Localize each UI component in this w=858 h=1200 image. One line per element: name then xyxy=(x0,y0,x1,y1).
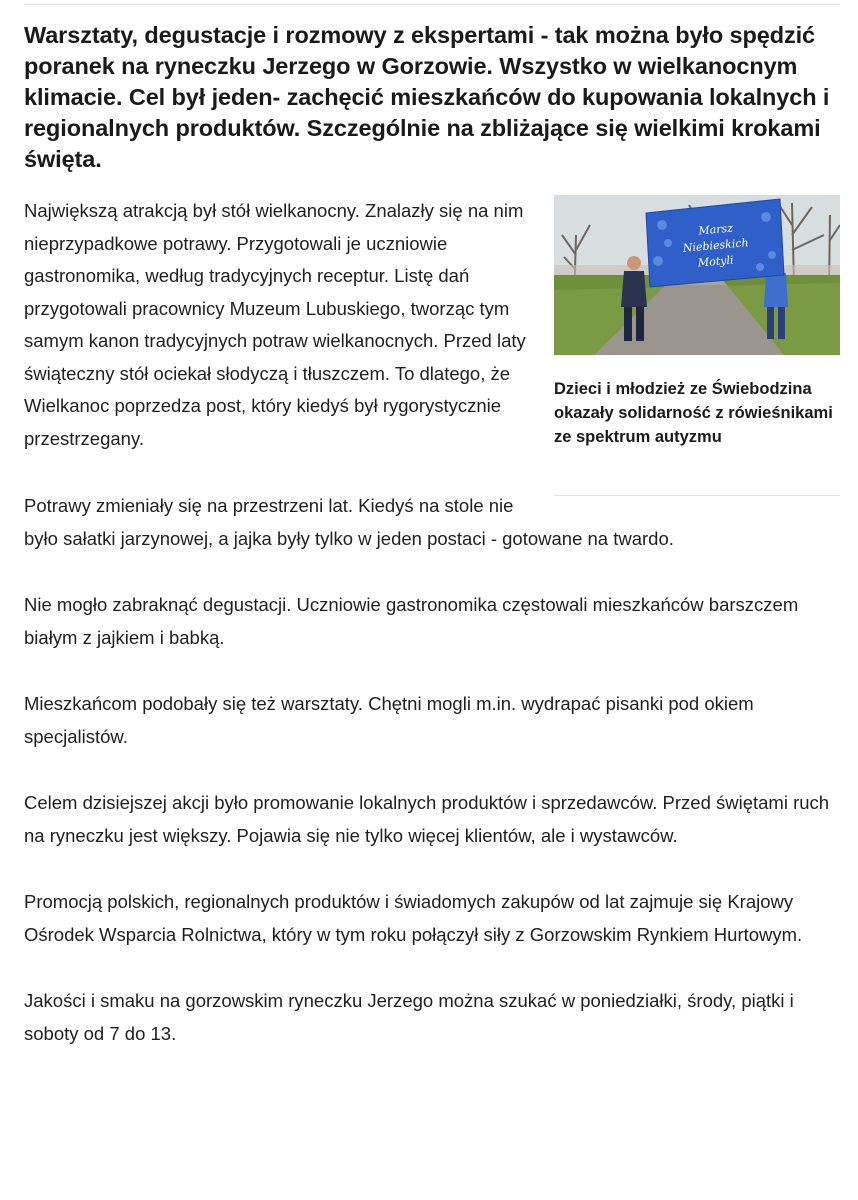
paragraph-3: Nie mogło zabraknąć degustacji. Uczniowie gastronomika częstowali mieszkańców barszczem białym z jajkiem i babką. xyxy=(24,594,799,648)
related-article-card[interactable] xyxy=(554,195,840,496)
banner-line-1: Marsz xyxy=(697,221,734,238)
article-body xyxy=(24,0,840,1050)
related-article-title[interactable]: Dzieci i młodzież ze Świebodzina okazały solidarność z rówieśnikami ze spektrum autyzmu xyxy=(554,380,833,446)
banner-line-3: Motyli xyxy=(697,253,734,270)
paragraph-7: Jakości i smaku na gorzowskim ryneczku Jerzego można szukać w poniedziałki, środy, piątki i soboty od 7 do 13. xyxy=(24,990,794,1044)
article-lead: Warsztaty, degustacje i rozmowy z ekspertami - tak można było spędzić poranek na ryneczku Jerzego w Gorzowie. Wszystko w wielkanocnym klimacie. Cel był jeden- zachęcić mieszkańców do kupowania lokalnych i regionalnych produktów. Szczególnie na zbliżające się wielkimi krokami święta. xyxy=(24,22,830,172)
paragraph-4: Mieszkańcom podobały się też warsztaty. Chętni mogli m.in. wydrapać pisanki pod okiem specjalistów. xyxy=(24,693,754,747)
paragraph-5: Celem dzisiejszej akcji było promowanie lokalnych produktów i sprzedawców. Przed świętami ruch na ryneczku jest większy. Pojawia się nie tylko więcej klientów, ale i wystawców. xyxy=(24,792,830,846)
related-article-image[interactable] xyxy=(554,195,840,355)
paragraph-2: Potrawy zmieniały się na przestrzeni lat. Kiedyś na stole nie było sałatki jarzynowej, a jajka były tylko w jeden postaci - gotowane na twardo. xyxy=(24,495,674,549)
paragraph-1: Największą atrakcją był stół wielkanocny. Znalazły się na nim nieprzypadkowe potrawy. Przygotowali je uczniowie gastronomika, według tradycyjnych receptur. Listę dań przygotowali pracownicy Muzeum Lubuskiego, tworząc tym samym kanon tradycyjnych potraw wielkanocnych. Przed laty świąteczny stół ociekał słodyczą i tłuszczem. To dlatego, że Wielkanoc poprzedza post, który kiedyś był rygorystycznie przestrzegany. xyxy=(24,200,526,449)
banner-line-2: Niebieskich xyxy=(682,236,750,255)
paragraph-6: Promocją polskich, regionalnych produktów i świadomych zakupów od lat zajmuje się Krajowy Ośrodek Wsparcia Rolnictwa, który w tym roku połączył siły z Gorzowskim Rynkiem Hurtowym. xyxy=(24,891,803,945)
